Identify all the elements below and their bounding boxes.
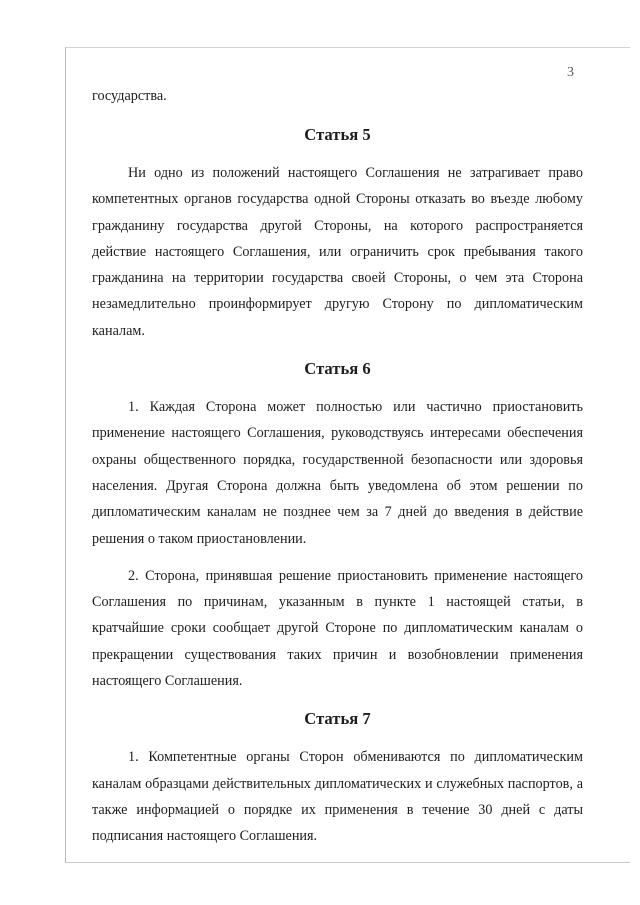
article-7 (92, 705, 583, 849)
article-7-heading: Статья 7 (304, 709, 371, 729)
page-number: 3 (567, 65, 574, 80)
article-7-paragraph-1: 1. Компетентные органы Сторон обмениваются по дипломатическим каналам образцами действительных дипломатических и служебных паспортов, а также информацией о порядке их применения в течение 30 дней с даты подписания настоящего Соглашения. (92, 749, 583, 845)
article-5-paragraph: Ни одно из положений настоящего Соглашения не затрагивает право компетентных органов государства одной Стороны отказать во въезде любому гражданину государства другой Стороны, на которого распространяется действие настоящего Соглашения, или ограничить срок пребывания такого гражданина на территории государства своей Стороны, о чем эта Сторона незамедлительно проинформирует другую Сторону по дипломатическим каналам. (92, 165, 583, 339)
document-body (92, 82, 583, 861)
article-6 (92, 355, 583, 694)
continuation-text: государства. (92, 88, 167, 104)
article-5 (92, 121, 583, 344)
article-6-paragraph-2: 2. Сторона, принявшая решение приостановить применение настоящего Соглашения по причинам, указанным в пункте 1 настоящей статьи, в кратчайшие сроки сообщает другой Стороне по дипломатическим каналам о прекращении существования таких причин и возобновлении применения настоящего Соглашения. (92, 567, 583, 690)
article-5-heading: Статья 5 (304, 125, 371, 144)
article-6-heading: Статья 6 (304, 359, 371, 379)
article-6-paragraph-1: 1. Каждая Сторона может полностью или частично приостановить применение настоящего Соглашения, руководствуясь интересами обеспечения охраны общественного порядка, государственной безопасности или здоровья населения. Другая Сторона должна быть уведомлена об этом решении по дипломатическим каналам не позднее чем за 7 дней до введения в действие решения о таком приостановлении. (92, 399, 583, 547)
